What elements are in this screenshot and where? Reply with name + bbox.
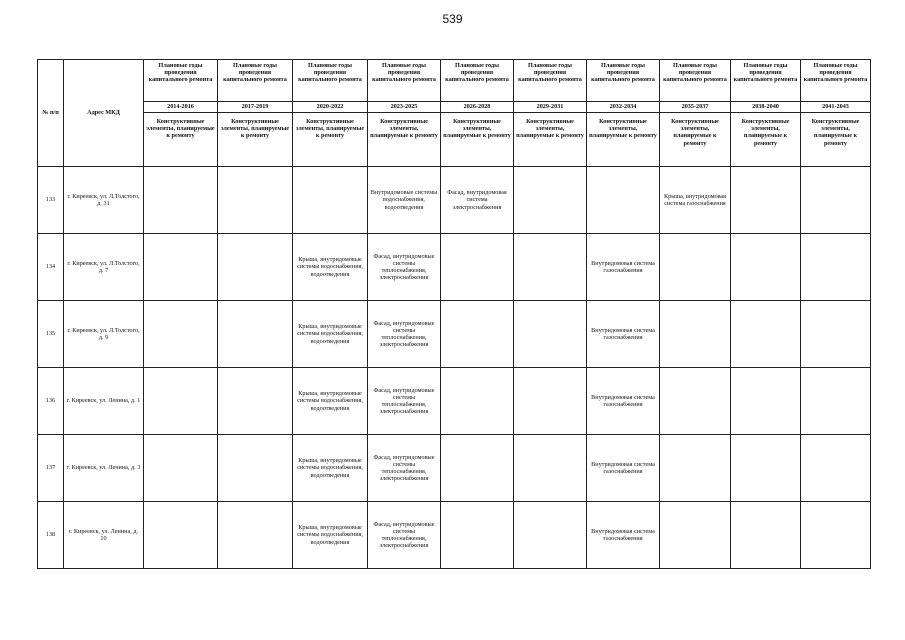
- header-elements: Конструктивные элементы, планируемые к ремонту: [660, 113, 731, 167]
- row-elements-cell: [218, 234, 293, 301]
- row-elements-cell: [660, 502, 731, 569]
- header-plan-label: Плановые годы проведения капитального ремонта: [441, 60, 514, 102]
- row-elements-cell: [144, 234, 218, 301]
- row-elements-cell: [441, 234, 514, 301]
- row-address: г. Киреевск, ул. Ленина, д. 1: [64, 368, 144, 435]
- table-row: [38, 502, 871, 569]
- row-elements-cell: [801, 167, 871, 234]
- header-num: № п/п: [38, 60, 64, 167]
- row-elements-cell: [514, 301, 587, 368]
- row-elements-cell: Фасад, внутридомовые системы теплоснабжения, электроснабжения: [368, 502, 441, 569]
- header-plan-label: Плановые годы проведения капитального ремонта: [368, 60, 441, 102]
- row-elements-cell: [218, 502, 293, 569]
- row-elements-cell: Фасад, внутридомовые системы теплоснабжения, электроснабжения: [368, 234, 441, 301]
- row-elements-cell: Крыша, внутридомовая система газоснабжения: [660, 167, 731, 234]
- row-elements-cell: [514, 435, 587, 502]
- row-number: 136: [38, 368, 64, 435]
- row-elements-cell: [144, 435, 218, 502]
- header-elements: Конструктивные элементы, планируемые к ремонту: [801, 113, 871, 167]
- header-elements: Конструктивные элементы, планируемые к ремонту: [218, 113, 293, 167]
- row-elements-cell: [293, 167, 368, 234]
- row-elements-cell: [801, 368, 871, 435]
- header-elements: Конструктивные элементы, планируемые к ремонту: [587, 113, 660, 167]
- header-period: 2014-2016: [144, 102, 218, 113]
- row-elements-cell: [660, 435, 731, 502]
- header-address: Адрес МКД: [64, 60, 144, 167]
- row-number: 134: [38, 234, 64, 301]
- row-elements-cell: Внутридомовая система газоснабжения: [587, 435, 660, 502]
- header-period: 2020-2022: [293, 102, 368, 113]
- page-number: 539: [442, 12, 463, 26]
- header-elements: Конструктивные элементы, планируемые к ремонту: [293, 113, 368, 167]
- row-elements-cell: [731, 234, 801, 301]
- row-elements-cell: [731, 502, 801, 569]
- table-row: [38, 435, 871, 502]
- row-elements-cell: Внутридомовая система газоснабжения: [587, 368, 660, 435]
- row-elements-cell: Внутридомовая система газоснабжения: [587, 234, 660, 301]
- row-elements-cell: [218, 167, 293, 234]
- row-elements-cell: [801, 502, 871, 569]
- row-address: г. Киреевск, ул. Л.Толстого, д. 7: [64, 234, 144, 301]
- header-period: 2035-2037: [660, 102, 731, 113]
- header-period: 2041-2043: [801, 102, 871, 113]
- header-plan-label: Плановые годы проведения капитального ремонта: [293, 60, 368, 102]
- row-elements-cell: [218, 301, 293, 368]
- row-elements-cell: Крыша, внутридомовые системы водоснабжения, водоотведения: [293, 301, 368, 368]
- row-elements-cell: [514, 368, 587, 435]
- row-elements-cell: [587, 167, 660, 234]
- row-elements-cell: Крыша, внутридомовые системы водоснабжения, водоотведения: [293, 368, 368, 435]
- row-elements-cell: Крыша, внутридомовые системы водоснабжения, водоотведения: [293, 502, 368, 569]
- row-elements-cell: [144, 301, 218, 368]
- row-elements-cell: [144, 167, 218, 234]
- row-elements-cell: Фасад, внутридомовые системы теплоснабжения, электроснабжения: [368, 368, 441, 435]
- row-elements-cell: Крыша, внутридомовые системы водоснабжения, водоотведения: [293, 234, 368, 301]
- header-plan-label: Плановые годы проведения капитального ремонта: [144, 60, 218, 102]
- row-elements-cell: [144, 368, 218, 435]
- header-plan-label: Плановые годы проведения капитального ремонта: [801, 60, 871, 102]
- header-elements: Конструктивные элементы, планируемые к ремонту: [731, 113, 801, 167]
- row-address: г. Киреевск, ул. Л.Толстого, д. 31: [64, 167, 144, 234]
- row-elements-cell: [441, 435, 514, 502]
- row-elements-cell: [218, 368, 293, 435]
- row-address: г. Киреевск, ул. Л.Толстого, д. 9: [64, 301, 144, 368]
- row-elements-cell: [514, 502, 587, 569]
- header-period: 2017-2019: [218, 102, 293, 113]
- header-elements: Конструктивные элементы, планируемые к ремонту: [441, 113, 514, 167]
- row-elements-cell: [731, 435, 801, 502]
- row-elements-cell: Крыша, внутридомовые системы водоснабжения, водоотведения: [293, 435, 368, 502]
- row-address: г. Киреевск, ул. Ленина, д. 10: [64, 502, 144, 569]
- header-plan-label: Плановые годы проведения капитального ремонта: [218, 60, 293, 102]
- row-elements-cell: Внутридомовая система газоснабжения: [587, 502, 660, 569]
- table-row: [38, 368, 871, 435]
- row-elements-cell: [441, 368, 514, 435]
- row-elements-cell: [731, 167, 801, 234]
- row-elements-cell: [731, 368, 801, 435]
- row-elements-cell: [660, 234, 731, 301]
- header-period: 2029-2031: [514, 102, 587, 113]
- table-row: [38, 301, 871, 368]
- row-elements-cell: [660, 368, 731, 435]
- table-row: [38, 234, 871, 301]
- row-elements-cell: [801, 234, 871, 301]
- row-address: г. Киреевск, ул. Ленина, д. 3: [64, 435, 144, 502]
- row-number: 135: [38, 301, 64, 368]
- row-elements-cell: [731, 301, 801, 368]
- row-elements-cell: [514, 234, 587, 301]
- row-elements-cell: [514, 167, 587, 234]
- row-number: 137: [38, 435, 64, 502]
- row-elements-cell: [801, 301, 871, 368]
- header-period: 2032-2034: [587, 102, 660, 113]
- row-elements-cell: Фасад, внутридомовые системы теплоснабжения, электроснабжения: [368, 435, 441, 502]
- header-elements: Конструктивные элементы, планируемые к ремонту: [514, 113, 587, 167]
- row-elements-cell: [441, 301, 514, 368]
- row-elements-cell: [144, 502, 218, 569]
- header-period: 2038-2040: [731, 102, 801, 113]
- header-elements: Конструктивные элементы, планируемые к ремонту: [368, 113, 441, 167]
- header-plan-label: Плановые годы проведения капитального ремонта: [660, 60, 731, 102]
- header-period: 2023-2025: [368, 102, 441, 113]
- table-row: [38, 167, 871, 234]
- capital-repair-table: [37, 59, 871, 569]
- row-number: 138: [38, 502, 64, 569]
- header-elements: Конструктивные элементы, планируемые к ремонту: [144, 113, 218, 167]
- header-plan-label: Плановые годы проведения капитального ремонта: [731, 60, 801, 102]
- row-number: 133: [38, 167, 64, 234]
- row-elements-cell: [801, 435, 871, 502]
- row-elements-cell: Фасад, внутридомовые системы теплоснабжения, электроснабжения: [368, 301, 441, 368]
- header-plan-label: Плановые годы проведения капитального ремонта: [514, 60, 587, 102]
- row-elements-cell: Внутридомовые системы водоснабжения, водоотведения: [368, 167, 441, 234]
- row-elements-cell: Фасад, внутридомовая система электроснабжения: [441, 167, 514, 234]
- header-plan-label: Плановые годы проведения капитального ремонта: [587, 60, 660, 102]
- header-period: 2026-2028: [441, 102, 514, 113]
- row-elements-cell: [660, 301, 731, 368]
- row-elements-cell: [441, 502, 514, 569]
- row-elements-cell: Внутридомовая система газоснабжения: [587, 301, 660, 368]
- row-elements-cell: [218, 435, 293, 502]
